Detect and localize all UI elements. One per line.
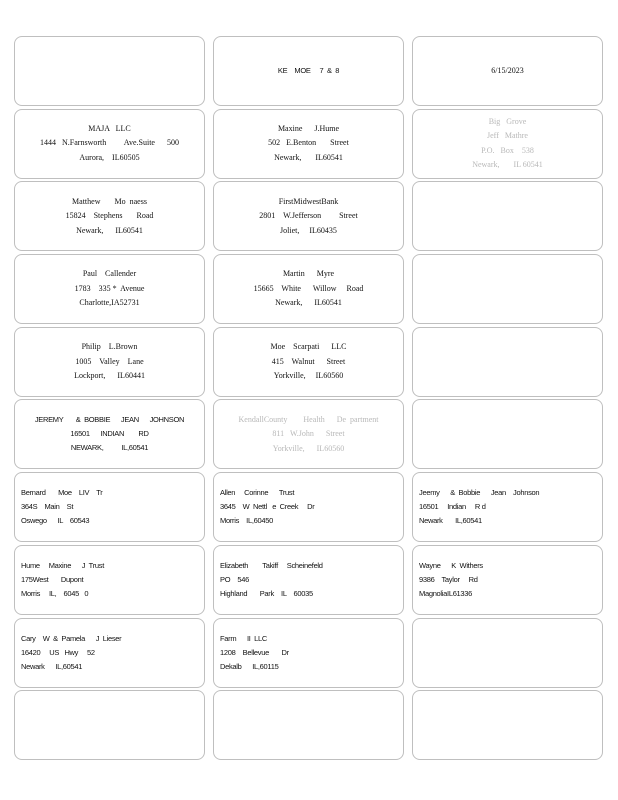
- address-line: Morris IL, 6045 0: [21, 588, 89, 598]
- address-line: Newark IL,60541: [419, 516, 482, 526]
- address-line: MAJA LLC: [88, 123, 131, 133]
- address-line: Paul Callender: [82, 269, 137, 279]
- address-label: [14, 254, 205, 324]
- address-line: 6/15/2023: [491, 65, 524, 75]
- address-line: Jeemy & Bobbie Jean Johnson: [419, 488, 540, 498]
- address-line: Moe Scarpati LLC: [270, 342, 347, 351]
- address-line: 16501 INDIAN RD: [70, 429, 149, 439]
- address-line: 1005 Valley Lane: [75, 356, 144, 366]
- address-line: P.O. Box 538: [481, 145, 534, 155]
- address-label: [14, 618, 205, 688]
- blank-label: [14, 36, 205, 106]
- blank-label: [14, 690, 205, 760]
- address-line: Dekalb IL,60115: [220, 661, 279, 671]
- blank-label: [412, 327, 603, 397]
- address-line: 15665 White Willow Road: [253, 283, 364, 293]
- address-line: Philip L.Brown: [81, 342, 138, 351]
- address-label: [412, 545, 603, 615]
- address-label: [213, 36, 404, 106]
- address-line: Elizabeth Takiff Scheinefeld: [220, 560, 323, 570]
- address-line: 16501 Indian R d: [419, 502, 486, 512]
- blank-label: [412, 254, 603, 324]
- address-line: Hume Maxine J Trust: [21, 560, 104, 570]
- address-label: [412, 472, 603, 542]
- address-line: Newark, IL 60541: [472, 160, 543, 170]
- address-label: [213, 109, 404, 179]
- address-label: [412, 109, 603, 179]
- address-line: Newark, IL60541: [274, 152, 343, 162]
- address-line: FirstMidwestBank: [278, 196, 339, 206]
- address-label: [14, 181, 205, 251]
- address-line: 502 E.Benton Street: [268, 138, 349, 148]
- address-line: 415 Walnut Street: [271, 356, 346, 366]
- address-line: Highland Park IL 60035: [220, 588, 313, 598]
- address-line: Cary W & Pamela J Lieser: [21, 633, 122, 643]
- address-line: Farm II LLC: [220, 633, 267, 643]
- blank-label: [412, 181, 603, 251]
- address-line: Newark, IL60541: [275, 298, 342, 308]
- address-line: JEREMY & BOBBIE JEAN JOHNSON: [34, 415, 185, 425]
- address-line: Yorkville, IL60560: [273, 371, 344, 380]
- address-line: 3645 W Nettl e Creek Dr: [220, 502, 315, 512]
- address-label: [14, 327, 205, 397]
- address-line: MagnoliaIL61336: [419, 588, 473, 598]
- address-label: [14, 399, 205, 469]
- address-line: Bernard Moe LIV Tr: [21, 488, 103, 498]
- address-label: [14, 109, 205, 179]
- address-line: NEWARK, IL,60541: [70, 443, 149, 453]
- address-label: [213, 545, 404, 615]
- address-label: [412, 36, 603, 106]
- address-line: Lockport, IL60441: [74, 371, 145, 380]
- address-label: [213, 618, 404, 688]
- blank-label: [213, 690, 404, 760]
- address-line: Big Grove: [488, 116, 527, 126]
- address-line: 1444 N.Farnsworth Ave.Suite 500: [40, 138, 179, 148]
- blank-label: [412, 618, 603, 688]
- address-label: [213, 181, 404, 251]
- address-line: Allen Corinne Trust: [220, 488, 295, 498]
- address-label: [213, 399, 404, 469]
- address-line: Newark, IL60541: [76, 225, 143, 235]
- address-line: 16420 US Hwy 52: [21, 647, 95, 657]
- address-line: PO 546: [220, 574, 249, 584]
- label-sheet: [14, 36, 603, 760]
- address-line: Jeff Mathre: [487, 131, 528, 141]
- address-line: 811 W.John Street: [272, 429, 345, 439]
- address-line: 2801 W.Jefferson Street: [259, 211, 358, 221]
- blank-label: [412, 690, 603, 760]
- address-line: Wayne K Withers: [419, 560, 483, 570]
- address-line: 15824 Stephens Road: [65, 211, 154, 221]
- address-line: 175West Dupont: [21, 574, 84, 584]
- address-label: [14, 545, 205, 615]
- address-line: 1208 Bellevue Dr: [220, 647, 289, 657]
- address-line: Oswego IL 60543: [21, 516, 90, 526]
- address-label: [213, 472, 404, 542]
- address-line: Charlotte,IA52731: [79, 298, 140, 308]
- address-line: Matthew Mo naess: [72, 196, 147, 206]
- address-line: Aurora, IL60505: [79, 152, 140, 162]
- address-label: [213, 254, 404, 324]
- address-line: Joliet, IL60435: [280, 225, 337, 235]
- address-line: KendallCounty Health De partment: [238, 414, 379, 424]
- address-line: Martin Myre: [282, 269, 335, 279]
- address-line: Morris IL,60450: [220, 516, 273, 526]
- address-line: KE MOE 7 & 8: [277, 66, 340, 75]
- address-line: Yorkville, IL60560: [272, 443, 345, 453]
- address-label: [213, 327, 404, 397]
- address-line: 9386 Taylor Rd: [419, 574, 478, 584]
- address-line: Newark IL,60541: [21, 661, 83, 671]
- address-line: 1783 335 * Avenue: [74, 283, 145, 293]
- address-line: Maxine J.Hume: [277, 123, 340, 133]
- blank-label: [412, 399, 603, 469]
- address-line: 364S Main St: [21, 502, 74, 512]
- address-label: [14, 472, 205, 542]
